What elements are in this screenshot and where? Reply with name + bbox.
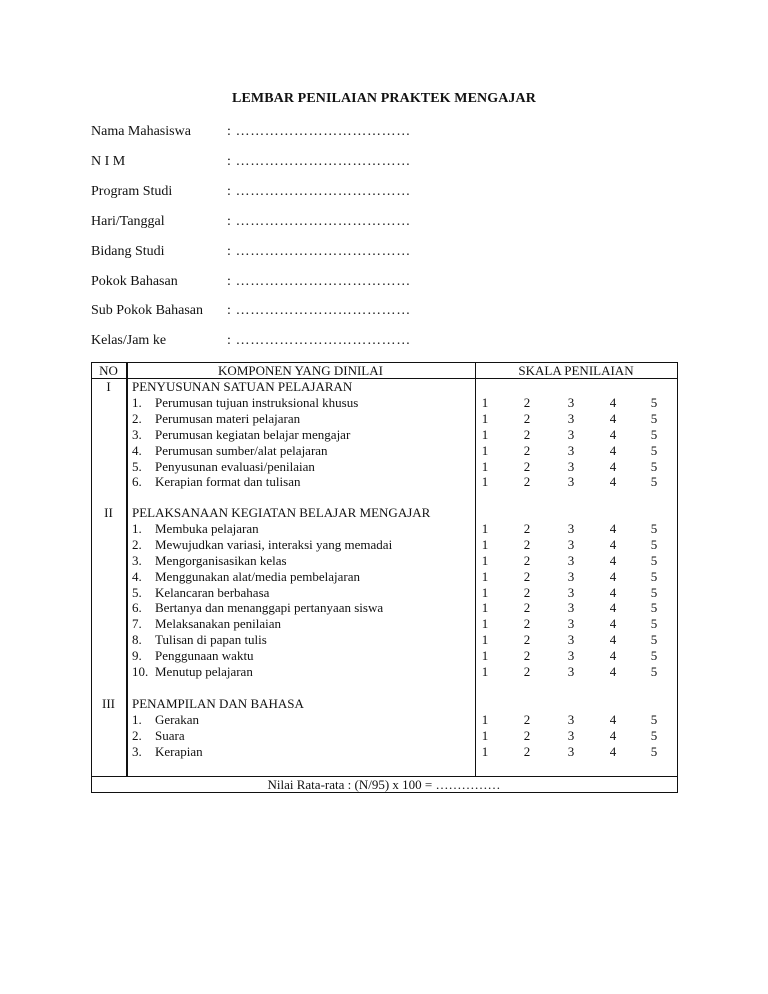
criterion-label: Kerapian format dan tulisan	[155, 474, 301, 490]
scale-option-4: 4	[609, 458, 617, 474]
scale-option-2: 2	[523, 552, 531, 568]
scale-option-2: 2	[523, 410, 531, 426]
scale-option-1: 1	[481, 520, 489, 536]
criterion-label: Penyusunan evaluasi/penilaian	[155, 458, 315, 474]
scale-option-4: 4	[609, 743, 617, 759]
criterion-number: 4.	[132, 568, 142, 584]
criterion-label: Suara	[155, 727, 185, 743]
section-number: I	[106, 379, 111, 394]
scale-option-2: 2	[523, 536, 531, 552]
field-value: : ………………………………	[227, 213, 411, 229]
criterion-number: 9.	[132, 648, 142, 664]
criterion-label: Perumusan tujuan instruksional khusus	[155, 394, 359, 410]
scale-option-2: 2	[523, 458, 531, 474]
scale-option-1: 1	[481, 410, 489, 426]
scale-option-1: 1	[481, 600, 489, 616]
criterion-number: 3.	[132, 743, 142, 759]
scale-option-1: 1	[481, 664, 489, 679]
scale-option-4: 4	[609, 394, 617, 410]
criterion-row	[132, 443, 473, 459]
scale-option-5: 5	[650, 648, 658, 664]
criterion-number: 3.	[132, 552, 142, 568]
scale-option-1: 1	[481, 458, 489, 474]
scale-option-4: 4	[609, 520, 617, 536]
section-number: III	[102, 696, 115, 711]
scale-option-2: 2	[523, 664, 531, 679]
criterion-number: 1.	[132, 520, 142, 536]
scale-option-5: 5	[650, 568, 658, 584]
criterion-label: Bertanya dan menanggapi pertanyaan siswa	[155, 600, 384, 616]
scale-option-3: 3	[567, 648, 575, 664]
scale-option-3: 3	[567, 727, 575, 743]
scale-option-4: 4	[609, 648, 617, 664]
scale-option-2: 2	[523, 520, 531, 536]
scale-option-1: 1	[481, 474, 489, 490]
scale-option-2: 2	[523, 648, 531, 664]
scale-option-1: 1	[481, 584, 489, 600]
scale-option-3: 3	[567, 600, 575, 616]
criterion-number: 5.	[132, 458, 142, 474]
criterion-number: 2.	[132, 410, 142, 426]
scale-option-1: 1	[481, 727, 489, 743]
criterion-label: Perumusan kegiatan belajar mengajar	[155, 426, 351, 442]
scale-option-5: 5	[650, 632, 658, 648]
scale-option-3: 3	[567, 520, 575, 536]
scale-option-4: 4	[609, 426, 617, 442]
section-number: II	[104, 505, 113, 520]
criterion-row	[132, 648, 473, 664]
scale-option-4: 4	[609, 600, 617, 616]
scale-option-3: 3	[567, 743, 575, 759]
table-border-right	[677, 362, 678, 792]
scale-option-1: 1	[481, 632, 489, 648]
scale-option-1: 1	[481, 394, 489, 410]
scale-option-3: 3	[567, 474, 575, 490]
scale-option-5: 5	[650, 520, 658, 536]
scale-option-2: 2	[523, 568, 531, 584]
section-title: PELAKSANAAN KEGIATAN BELAJAR MENGAJAR	[132, 505, 431, 520]
scale-option-2: 2	[523, 426, 531, 442]
scale-option-1: 1	[481, 536, 489, 552]
header-no: NO	[99, 362, 118, 378]
scale-option-5: 5	[650, 727, 658, 743]
scale-option-3: 3	[567, 426, 575, 442]
scale-option-4: 4	[609, 711, 617, 727]
criterion-label: Menggunakan alat/media pembelajaran	[155, 568, 361, 584]
scale-option-3: 3	[567, 536, 575, 552]
scale-option-4: 4	[609, 536, 617, 552]
criterion-number: 2.	[132, 727, 142, 743]
scale-option-3: 3	[567, 632, 575, 648]
criterion-label: Penggunaan waktu	[155, 648, 254, 664]
header-scale: SKALA PENILAIAN	[518, 362, 634, 378]
criterion-number: 5.	[132, 584, 142, 600]
scale-option-5: 5	[650, 458, 658, 474]
scale-option-2: 2	[523, 600, 531, 616]
field-value: : ………………………………	[227, 333, 411, 349]
scale-option-5: 5	[650, 664, 658, 679]
scale-option-2: 2	[523, 474, 531, 490]
scale-option-1: 1	[481, 616, 489, 632]
scale-option-5: 5	[650, 584, 658, 600]
scale-option-5: 5	[650, 743, 658, 759]
scale-option-1: 1	[481, 568, 489, 584]
field-value: : ………………………………	[227, 243, 411, 259]
criterion-number: 8.	[132, 632, 142, 648]
criterion-row	[132, 553, 473, 569]
criterion-label: Perumusan materi pelajaran	[155, 410, 301, 426]
scale-option-5: 5	[650, 600, 658, 616]
criterion-number: 2.	[132, 536, 142, 552]
field-value: : ………………………………	[227, 124, 411, 139]
scale-option-2: 2	[523, 632, 531, 648]
criterion-row	[132, 664, 473, 680]
field-label: Kelas/Jam ke	[91, 333, 167, 349]
column-divider	[126, 362, 128, 776]
scale-option-4: 4	[609, 584, 617, 600]
field-value: : ………………………………	[227, 273, 411, 289]
criterion-number: 7.	[132, 616, 142, 632]
criterion-row	[132, 459, 473, 475]
scale-option-3: 3	[567, 458, 575, 474]
criterion-row	[132, 411, 473, 427]
scale-option-4: 4	[609, 410, 617, 426]
section-title: PENYUSUNAN SATUAN PELAJARAN	[132, 379, 353, 394]
criterion-number: 1.	[132, 394, 142, 410]
field-label: Nama Mahasiswa	[91, 124, 191, 139]
criterion-number: 10.	[132, 664, 149, 679]
scale-option-4: 4	[609, 632, 617, 648]
scale-option-3: 3	[567, 711, 575, 727]
scale-option-2: 2	[523, 727, 531, 743]
criterion-row	[132, 427, 473, 443]
average-score-formula: Nilai Rata-rata : (N/95) x 100 = ……………	[267, 776, 501, 792]
scale-option-3: 3	[567, 664, 575, 679]
field-value: : ………………………………	[227, 303, 411, 319]
field-label: Pokok Bahasan	[91, 273, 178, 289]
scale-option-2: 2	[523, 584, 531, 600]
table-border-left	[91, 362, 92, 792]
scale-option-2: 2	[523, 711, 531, 727]
scale-option-5: 5	[650, 442, 658, 458]
criterion-label: Kerapian	[155, 743, 203, 759]
scale-option-1: 1	[481, 743, 489, 759]
scale-option-3: 3	[567, 584, 575, 600]
scale-option-1: 1	[481, 711, 489, 727]
criterion-label: Mengorganisasikan kelas	[155, 552, 287, 568]
scale-option-4: 4	[609, 616, 617, 632]
criterion-label: Membuka pelajaran	[155, 520, 259, 536]
scale-option-4: 4	[609, 552, 617, 568]
scale-option-5: 5	[650, 394, 658, 410]
criterion-label: Perumusan sumber/alat pelajaran	[155, 442, 328, 458]
criterion-number: 1.	[132, 711, 142, 727]
criterion-number: 4.	[132, 442, 142, 458]
scale-option-5: 5	[650, 536, 658, 552]
criterion-row	[132, 744, 473, 760]
field-value: : ………………………………	[227, 153, 411, 169]
criterion-number: 6.	[132, 474, 142, 490]
scale-option-5: 5	[650, 410, 658, 426]
scale-option-5: 5	[650, 426, 658, 442]
scale-option-3: 3	[567, 616, 575, 632]
scale-option-3: 3	[567, 568, 575, 584]
criterion-label: Menutup pelajaran	[155, 664, 253, 679]
scale-option-1: 1	[481, 442, 489, 458]
scale-option-5: 5	[650, 711, 658, 727]
scale-option-4: 4	[609, 727, 617, 743]
criterion-row	[132, 569, 473, 585]
criterion-row	[132, 474, 473, 490]
field-label: Hari/Tanggal	[91, 213, 165, 229]
scale-option-2: 2	[523, 394, 531, 410]
scale-option-2: 2	[523, 743, 531, 759]
column-divider	[475, 362, 476, 776]
criterion-row	[132, 395, 473, 411]
field-label: Sub Pokok Bahasan	[91, 303, 203, 319]
criterion-label: Gerakan	[155, 711, 200, 727]
scale-option-3: 3	[567, 394, 575, 410]
criterion-label: Kelancaran berbahasa	[155, 584, 270, 600]
criterion-row	[132, 616, 473, 632]
section-title: PENAMPILAN DAN BAHASA	[132, 696, 304, 711]
scale-option-4: 4	[609, 474, 617, 490]
criterion-row	[132, 728, 473, 744]
criterion-number: 3.	[132, 426, 142, 442]
scale-option-4: 4	[609, 568, 617, 584]
scale-option-1: 1	[481, 552, 489, 568]
scale-option-3: 3	[567, 442, 575, 458]
criterion-row	[132, 521, 473, 537]
criterion-row	[132, 712, 473, 728]
criterion-row	[132, 585, 473, 601]
criterion-label: Tulisan di papan tulis	[155, 632, 267, 648]
criterion-number: 6.	[132, 600, 142, 616]
scale-option-3: 3	[567, 552, 575, 568]
criterion-row	[132, 537, 473, 553]
criterion-row	[132, 632, 473, 648]
page-title: LEMBAR PENILAIAN PRAKTEK MENGAJAR	[232, 91, 536, 106]
scale-option-4: 4	[609, 442, 617, 458]
criterion-label: Mewujudkan variasi, interaksi yang memadai	[155, 536, 393, 552]
scale-option-2: 2	[523, 442, 531, 458]
scale-option-2: 2	[523, 616, 531, 632]
scale-option-4: 4	[609, 664, 617, 679]
field-label: Bidang Studi	[91, 243, 165, 259]
field-value: : ………………………………	[227, 183, 411, 199]
scale-option-5: 5	[650, 616, 658, 632]
criterion-row	[132, 600, 473, 616]
scale-option-1: 1	[481, 426, 489, 442]
header-component: KOMPONEN YANG DINILAI	[218, 362, 383, 378]
scale-option-5: 5	[650, 474, 658, 490]
field-label: Program Studi	[91, 183, 173, 199]
scale-option-3: 3	[567, 410, 575, 426]
scale-option-1: 1	[481, 648, 489, 664]
field-label: N I M	[91, 153, 126, 169]
criterion-label: Melaksanakan penilaian	[155, 616, 281, 632]
scale-option-5: 5	[650, 552, 658, 568]
